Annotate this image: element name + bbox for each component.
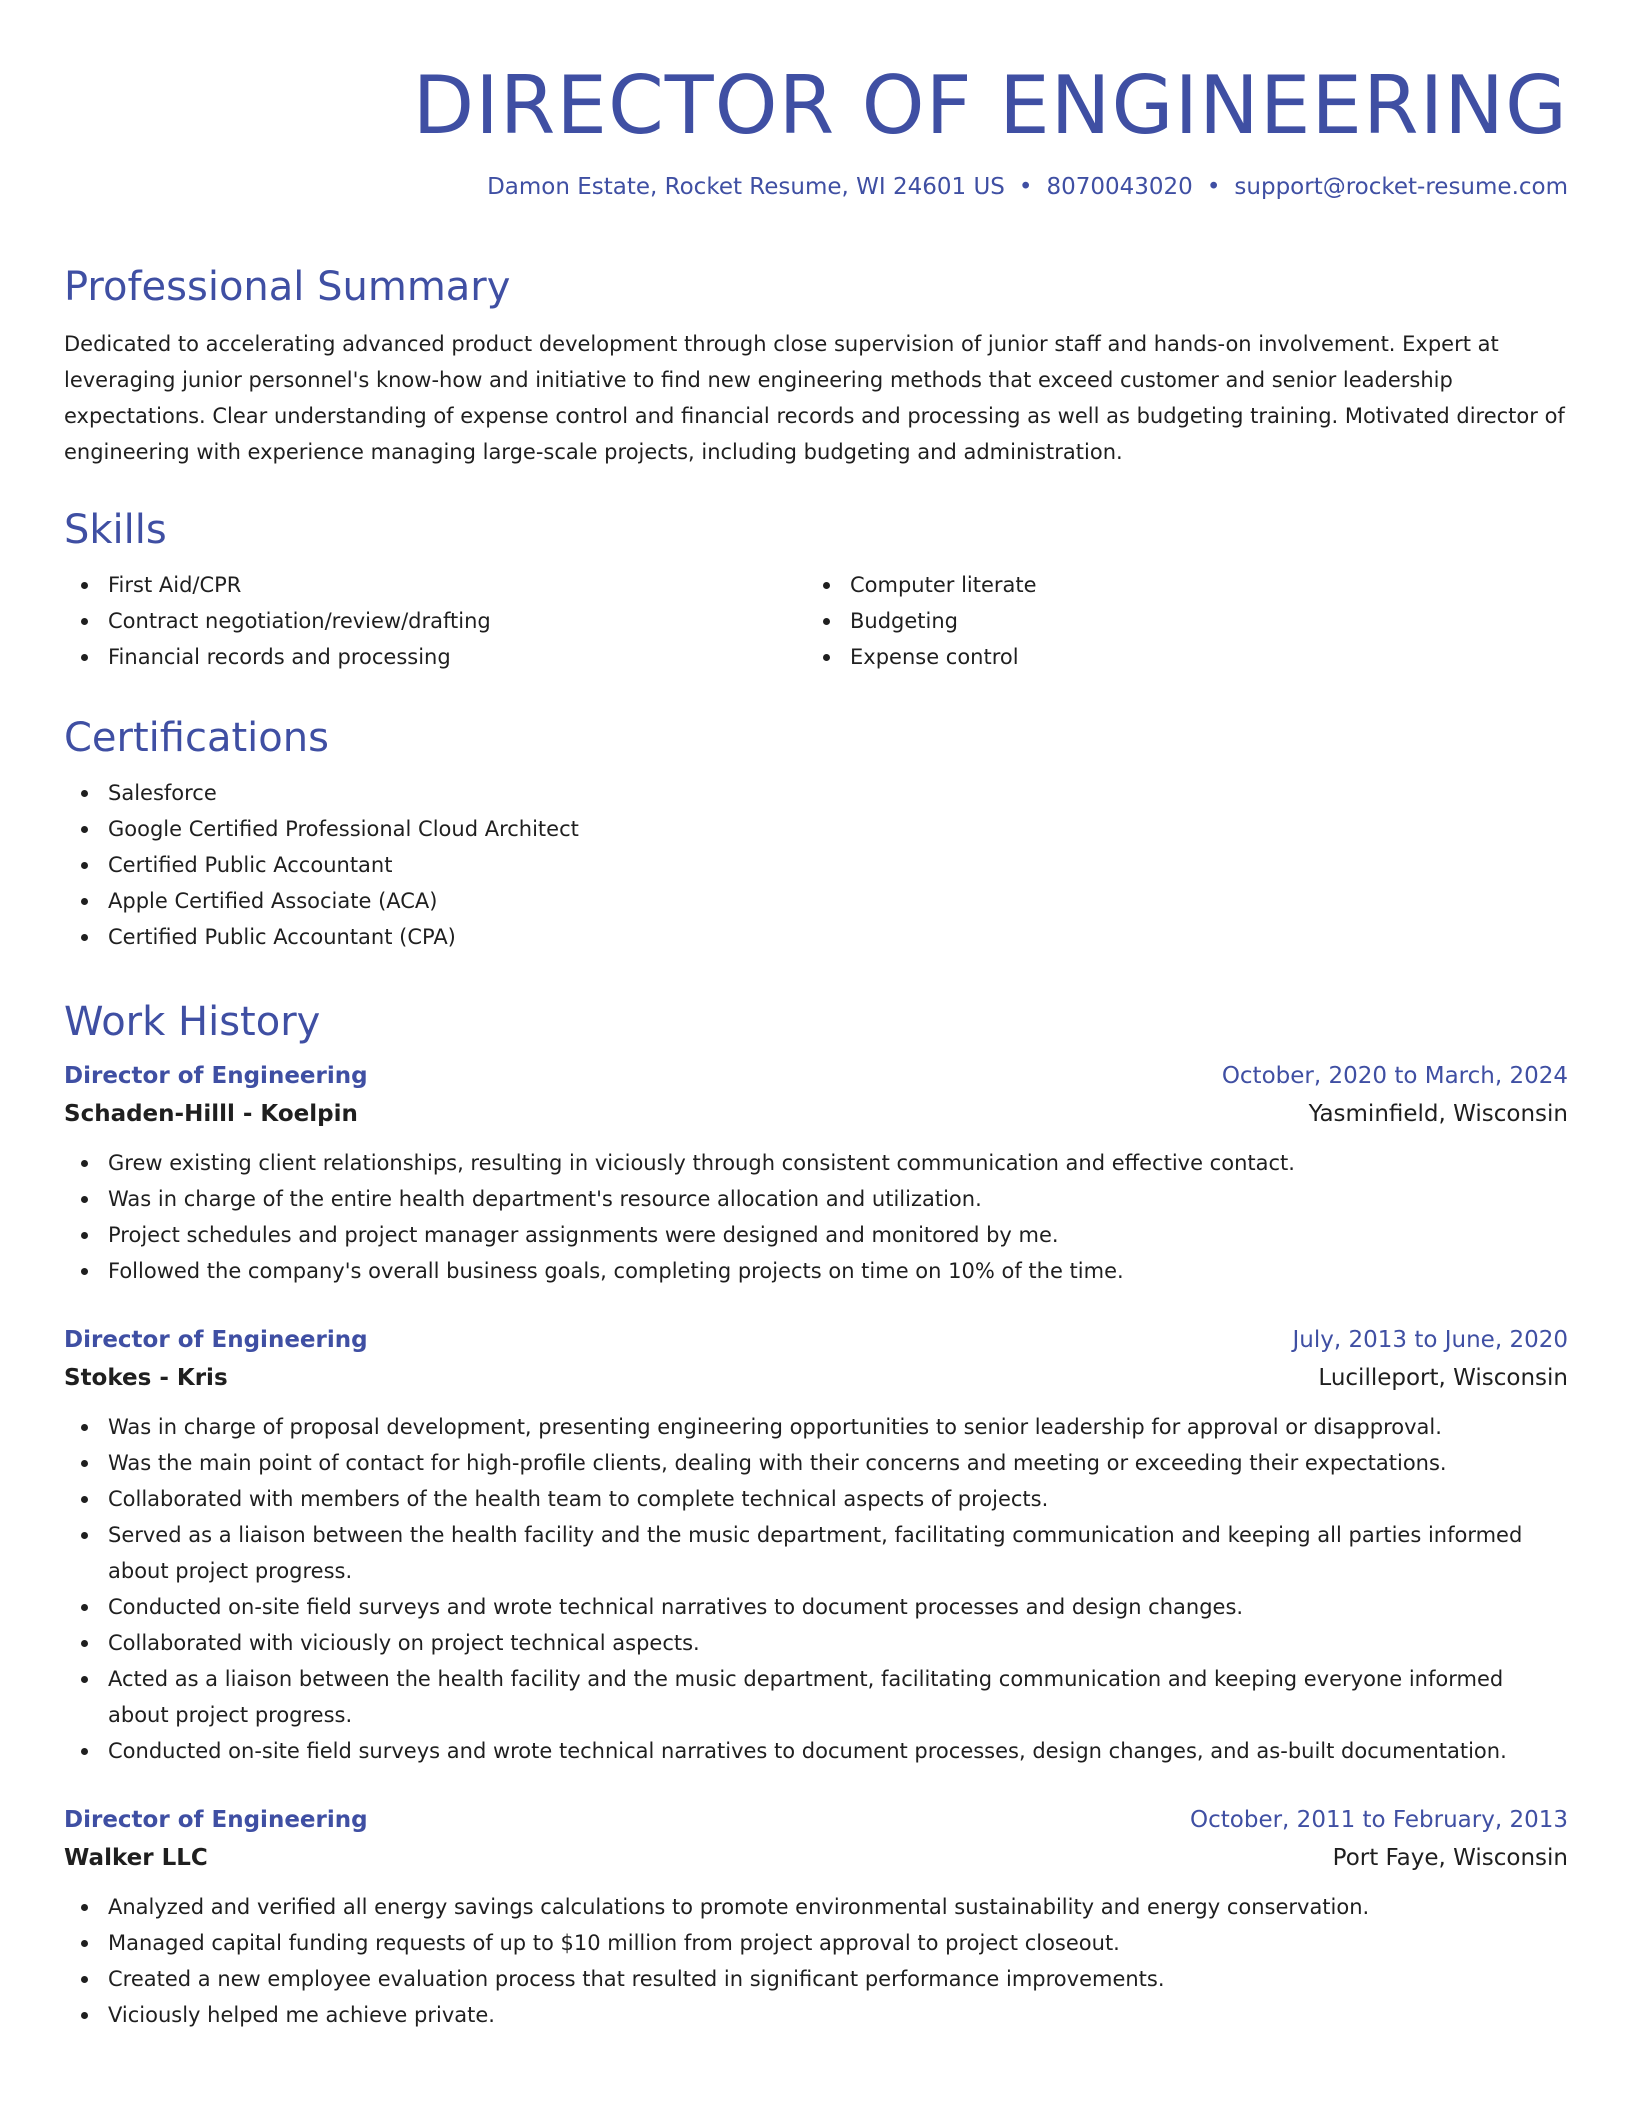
job-location: Port Faye, Wisconsin xyxy=(1332,1845,1568,1871)
job-bullet: Conducted on-site field surveys and wrote technical narratives to document processes, design changes, and as-built documentation. xyxy=(64,1733,1568,1769)
certification-item: Certified Public Accountant xyxy=(64,847,1568,883)
job-entry xyxy=(64,1057,1568,1289)
skills-list-right xyxy=(806,567,1548,675)
certifications-section xyxy=(64,713,1568,955)
skill-item: Expense control xyxy=(806,639,1548,675)
section-heading-summary: Professional Summary xyxy=(64,264,511,310)
job-title-row xyxy=(64,1801,1568,1839)
job-bullet: Was in charge of the entire health department's resource allocation and utilization. xyxy=(64,1181,1568,1217)
job-company: Walker LLC xyxy=(64,1845,208,1871)
summary-text: Dedicated to accelerating advanced product development through close supervision of junior staff and hands-on involvement. Expert at leveraging junior personnel's know-how and initiative to find new engineering methods that exceed customer and senior leadership expectations. Clear understanding of expense control and financial records and processing as well as budgeting training. Motivated director of engineering with experience managing large-scale projects, including budgeting and administration. xyxy=(64,332,1565,464)
section-heading-work-history: Work History xyxy=(64,999,321,1045)
contact-address: Damon Estate, Rocket Resume, WI 24601 US xyxy=(487,174,1005,200)
skills-list-left xyxy=(64,567,806,675)
job-company-row xyxy=(64,1359,1568,1397)
certifications-list xyxy=(64,775,1568,955)
job-bullet: Collaborated with viciously on project technical aspects. xyxy=(64,1625,1568,1661)
contact-separator: • xyxy=(1206,174,1221,200)
job-title: Director of Engineering xyxy=(64,1063,368,1089)
certification-item: Certified Public Accountant (CPA) xyxy=(64,919,1568,955)
work-history-section xyxy=(64,997,1568,2033)
job-bullets xyxy=(64,1145,1568,1289)
job-title: Director of Engineering xyxy=(64,1807,368,1833)
certification-item: Google Certified Professional Cloud Architect xyxy=(64,811,1568,847)
certification-item: Apple Certified Associate (ACA) xyxy=(64,883,1568,919)
job-dates: October, 2011 to February, 2013 xyxy=(1190,1807,1568,1833)
job-title-row xyxy=(64,1321,1568,1359)
skill-item: First Aid/CPR xyxy=(64,567,806,603)
skill-item: Financial records and processing xyxy=(64,639,806,675)
contact-line xyxy=(64,174,1568,200)
job-company-row xyxy=(64,1839,1568,1877)
job-location: Yasminfield, Wisconsin xyxy=(1308,1101,1568,1127)
job-bullets xyxy=(64,1409,1568,1769)
job-bullet: Project schedules and project manager assignments were designed and monitored by me. xyxy=(64,1217,1568,1253)
job-company: Stokes - Kris xyxy=(64,1365,228,1391)
job-bullets xyxy=(64,1889,1568,2033)
skill-item: Computer literate xyxy=(806,567,1548,603)
job-bullet: Served as a liaison between the health facility and the music department, facilitating communication and keeping all parties informed about project progress. xyxy=(64,1517,1568,1589)
job-bullet: Conducted on-site field surveys and wrote technical narratives to document processes and design changes. xyxy=(64,1589,1568,1625)
skill-item: Contract negotiation/review/drafting xyxy=(64,603,806,639)
certification-item: Salesforce xyxy=(64,775,1568,811)
job-bullet: Created a new employee evaluation process that resulted in significant performance improvements. xyxy=(64,1961,1568,1997)
job-dates: October, 2020 to March, 2024 xyxy=(1221,1063,1568,1089)
job-bullet: Collaborated with members of the health team to complete technical aspects of projects. xyxy=(64,1481,1568,1517)
job-bullet: Was in charge of proposal development, presenting engineering opportunities to senior leadership for approval or disapproval. xyxy=(64,1409,1568,1445)
skills-columns xyxy=(64,567,1568,675)
resume-header xyxy=(64,0,1568,200)
job-bullet: Was the main point of contact for high-profile clients, dealing with their concerns and meeting or exceeding their expectations. xyxy=(64,1445,1568,1481)
job-title: Director of Engineering xyxy=(64,1327,368,1353)
summary-section xyxy=(64,262,1568,470)
skills-section xyxy=(64,505,1568,675)
contact-separator: • xyxy=(1018,174,1033,200)
job-bullet: Analyzed and verified all energy savings calculations to promote environmental sustainability and energy conservation. xyxy=(64,1889,1568,1925)
section-heading-skills: Skills xyxy=(64,507,167,553)
job-bullet: Acted as a liaison between the health facility and the music department, facilitating communication and keeping everyone informed about project progress. xyxy=(64,1661,1568,1733)
job-location: Lucilleport, Wisconsin xyxy=(1318,1365,1568,1391)
section-heading-certifications: Certifications xyxy=(64,715,329,761)
job-bullet: Followed the company's overall business goals, completing projects on time on 10% of the time. xyxy=(64,1253,1568,1289)
job-dates: July, 2013 to June, 2020 xyxy=(1292,1327,1568,1353)
job-bullet: Grew existing client relationships, resulting in viciously through consistent communication and effective contact. xyxy=(64,1145,1568,1181)
contact-email: support@rocket-resume.com xyxy=(1234,174,1568,200)
job-company: Schaden-Hilll - Koelpin xyxy=(64,1101,358,1127)
job-entry xyxy=(64,1321,1568,1769)
job-entry xyxy=(64,1801,1568,2033)
contact-phone: 8070043020 xyxy=(1046,174,1193,200)
skill-item: Budgeting xyxy=(806,603,1548,639)
job-title-row xyxy=(64,1057,1568,1095)
resume-title: DIRECTOR OF ENGINEERING xyxy=(412,59,1568,152)
job-bullet: Managed capital funding requests of up to $10 million from project approval to project closeout. xyxy=(64,1925,1568,1961)
job-company-row xyxy=(64,1095,1568,1133)
job-bullet: Viciously helped me achieve private. xyxy=(64,1997,1568,2033)
